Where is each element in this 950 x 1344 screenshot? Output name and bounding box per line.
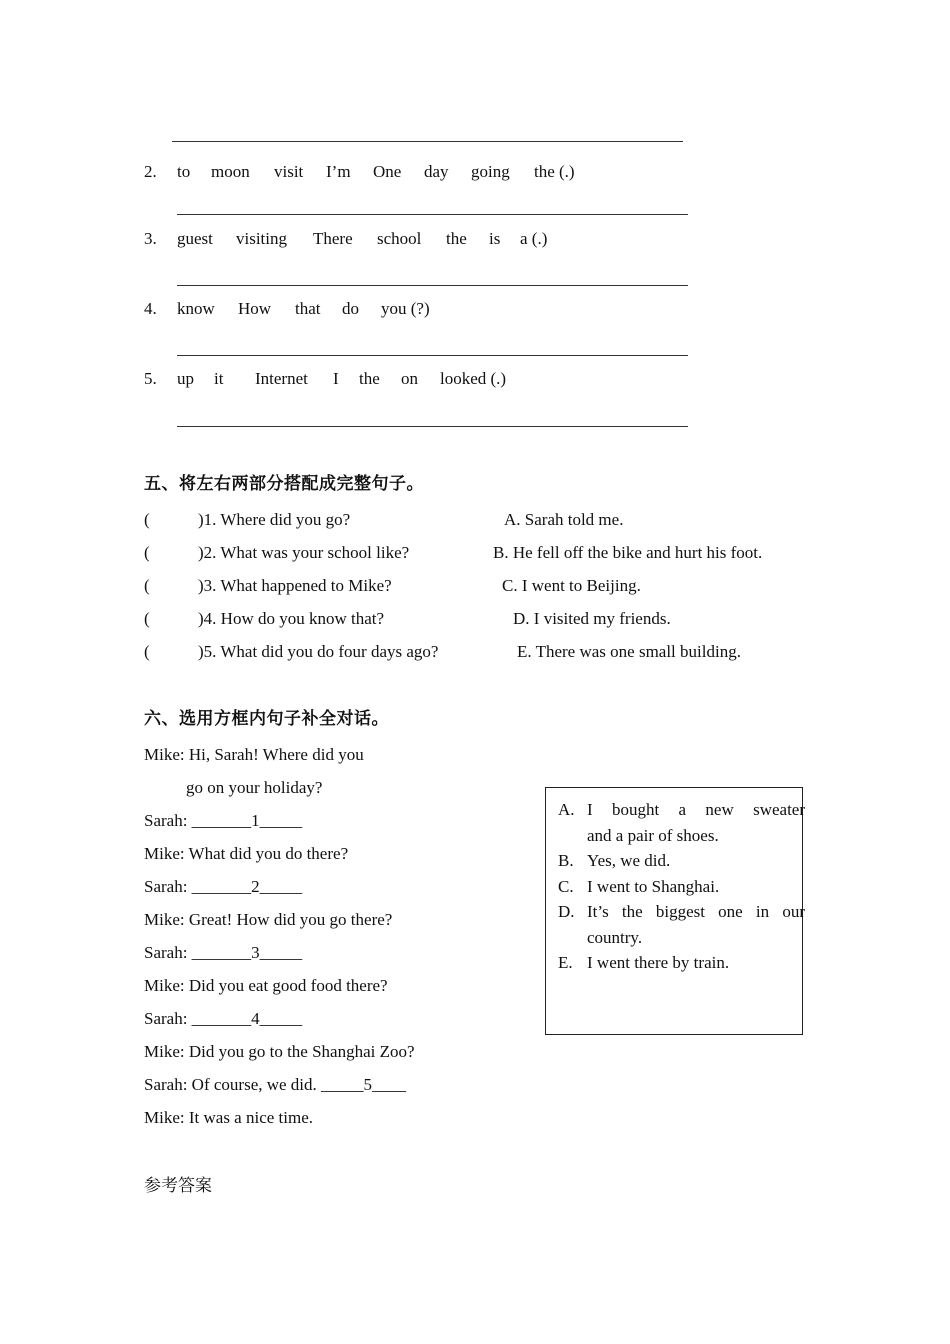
dialogue-blank-5[interactable]: Sarah: Of course, we did. _____5____ <box>144 1075 407 1094</box>
word: is <box>489 229 501 248</box>
word: moon <box>211 162 250 181</box>
option-text: country. <box>587 927 643 947</box>
dialogue-blank-3[interactable]: Sarah: _______3_____ <box>144 943 303 962</box>
match-answer-d: D. I visited my friends. <box>513 609 671 628</box>
match-answer-b: B. He fell off the bike and hurt his foot. <box>493 543 763 562</box>
option-e <box>558 950 794 976</box>
word: I <box>333 369 339 388</box>
option-label: C. <box>558 877 574 896</box>
word: that <box>295 299 321 318</box>
dialogue-line: Mike: What did you do there? <box>144 844 349 863</box>
word: know <box>177 299 215 318</box>
word: Internet <box>255 369 308 388</box>
word: do <box>342 299 359 318</box>
option-label: D. <box>558 902 575 921</box>
option-text: Yes, we did. <box>587 851 671 870</box>
answer-line-3[interactable] <box>177 285 688 286</box>
match-answer-e: E. There was one small building. <box>517 642 741 661</box>
match-bracket-4[interactable]: ( <box>144 609 150 628</box>
word: up <box>177 369 194 388</box>
word: One <box>373 162 402 181</box>
match-question-4: )4. How do you know that? <box>198 609 385 628</box>
answer-line-4[interactable] <box>177 355 688 356</box>
match-bracket-3[interactable]: ( <box>144 576 150 595</box>
word: visiting <box>236 229 288 248</box>
item-number-2: 2. <box>144 162 157 181</box>
dialogue-blank-2[interactable]: Sarah: _______2_____ <box>144 877 303 896</box>
section6-title: 六、选用方框内句子补全对话。 <box>144 709 389 729</box>
word: to <box>177 162 191 181</box>
option-d <box>558 899 805 950</box>
word: the <box>446 229 467 248</box>
answer-line-1[interactable] <box>172 141 683 142</box>
dialogue-line: go on your holiday? <box>186 778 323 797</box>
option-c <box>558 874 794 900</box>
dialogue-blank-1[interactable]: Sarah: _______1_____ <box>144 811 303 830</box>
option-text: I went to Shanghai. <box>587 877 720 896</box>
option-b <box>558 848 794 874</box>
match-bracket-5[interactable]: ( <box>144 642 150 661</box>
dialogue-line: Mike: Hi, Sarah! Where did you <box>144 745 364 764</box>
answer-line-2[interactable] <box>177 214 688 215</box>
match-question-3: )3. What happened to Mike? <box>198 576 392 595</box>
word: There <box>313 229 353 248</box>
word: How <box>238 299 272 318</box>
option-text: I went there by train. <box>587 953 730 972</box>
match-question-2: )2. What was your school like? <box>198 543 410 562</box>
option-label: B. <box>558 851 574 870</box>
option-text: and a pair of shoes. <box>587 825 719 845</box>
match-question-1: )1. Where did you go? <box>198 510 351 529</box>
word: you (?) <box>381 299 430 318</box>
option-label: E. <box>558 953 573 972</box>
match-answer-a: A. Sarah told me. <box>504 510 624 529</box>
option-text: It’s the biggest one in our <box>587 902 805 921</box>
answer-line-5[interactable] <box>177 426 688 427</box>
option-label: A. <box>558 800 575 819</box>
option-text: I bought a new sweater <box>587 800 805 819</box>
word: day <box>424 162 449 181</box>
word: guest <box>177 229 213 248</box>
match-bracket-2[interactable]: ( <box>144 543 150 562</box>
dialogue-line: Mike: Did you eat good food there? <box>144 976 388 995</box>
word: I’m <box>326 162 351 181</box>
match-answer-c: C. I went to Beijing. <box>502 576 641 595</box>
dialogue-line: Mike: It was a nice time. <box>144 1108 314 1127</box>
word: the (.) <box>534 162 575 181</box>
match-question-5: )5. What did you do four days ago? <box>198 642 439 661</box>
dialogue-line: Mike: Great! How did you go there? <box>144 910 393 929</box>
dialogue-line: Mike: Did you go to the Shanghai Zoo? <box>144 1042 415 1061</box>
match-bracket-1[interactable]: ( <box>144 510 150 529</box>
option-a <box>558 797 805 848</box>
word: the <box>359 369 380 388</box>
word: visit <box>274 162 304 181</box>
word: a (.) <box>520 229 548 248</box>
answers-heading: 参考答案 <box>144 1176 212 1196</box>
word: school <box>377 229 422 248</box>
item-number-3: 3. <box>144 229 157 248</box>
word: going <box>471 162 510 181</box>
item-number-4: 4. <box>144 299 157 318</box>
word: looked (.) <box>440 369 507 388</box>
options-box <box>545 787 803 1035</box>
section5-title: 五、将左右两部分搭配成完整句子。 <box>144 474 424 494</box>
word: on <box>401 369 418 388</box>
dialogue-blank-4[interactable]: Sarah: _______4_____ <box>144 1009 303 1028</box>
word: it <box>214 369 224 388</box>
item-number-5: 5. <box>144 369 157 388</box>
